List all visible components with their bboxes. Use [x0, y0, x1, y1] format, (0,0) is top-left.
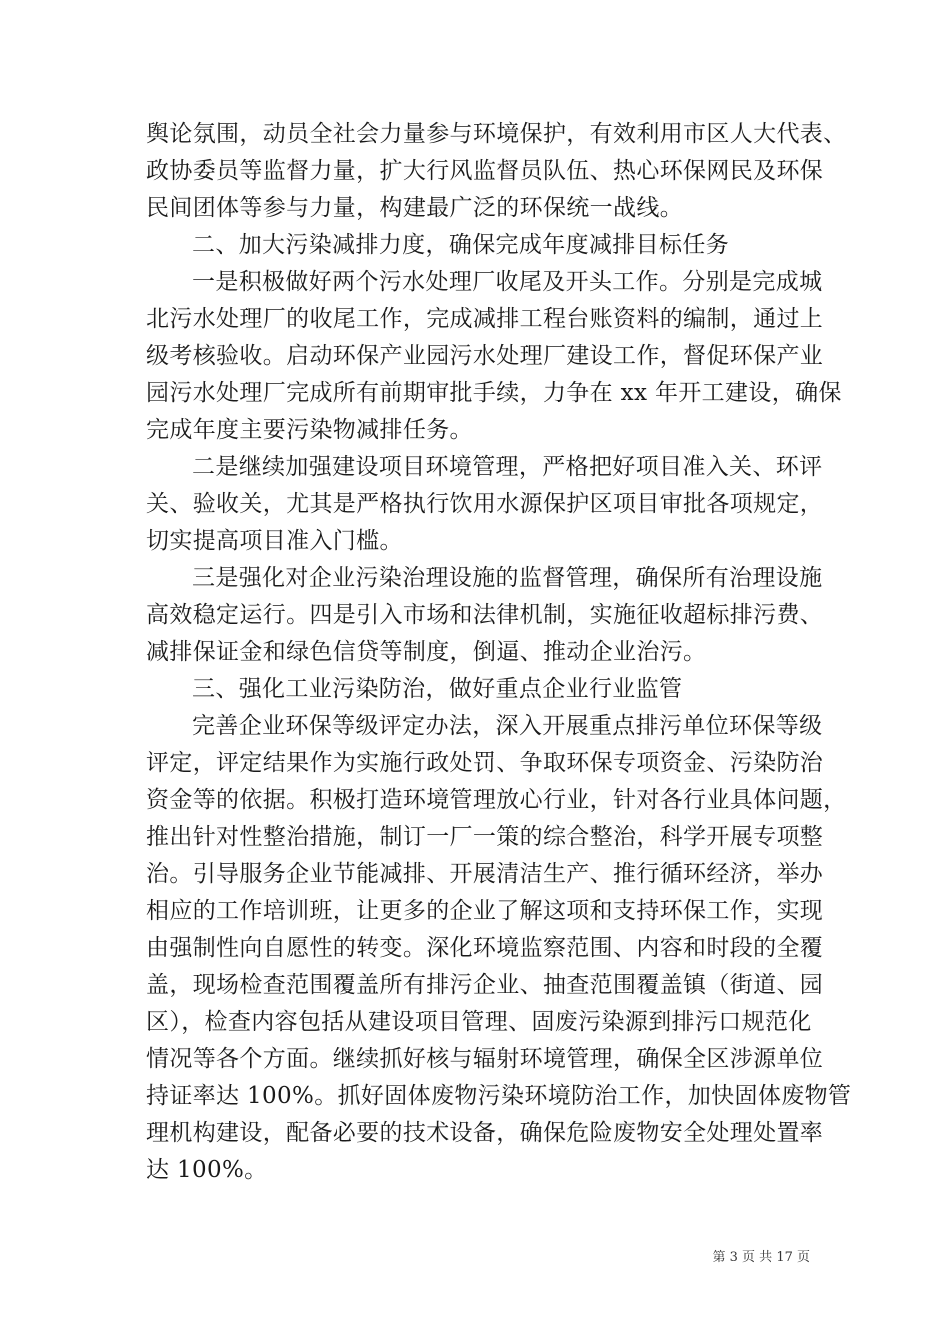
text-line: 级考核验收。启动环保产业园污水处理厂建设工作，督促环保产业 [146, 343, 824, 369]
text-line: 资金等的依据。积极打造环境管理放心行业，针对各行业具体问题， [146, 787, 847, 813]
text-line: 情况等各个方面。继续抓好核与辐射环境管理，确保全区涉源单位 [146, 1046, 824, 1072]
text-line: 由强制性向自愿性的转变。深化环境监察范围、内容和时段的全覆 [146, 935, 824, 961]
text-line: 完成年度主要污染物减排任务。 [146, 417, 473, 443]
text-line: 关、验收关，尤其是严格执行饮用水源保护区项目审批各项规定， [146, 491, 824, 517]
text-line: 达 100%。 [146, 1157, 268, 1183]
text-line: 理机构建设，配备必要的技术设备，确保危险废物安全处理处置率 [146, 1120, 824, 1146]
text-line: 完善企业环保等级评定办法，深入开展重点排污单位环保等级 [192, 713, 823, 739]
text-line: 园污水处理厂完成所有前期审批手续，力争在 xx 年开工建设，确保 [146, 380, 842, 406]
text-line: 持证率达 100%。抓好固体废物污染环境防治工作，加快固体废物管 [146, 1083, 852, 1109]
text-line: 三是强化对企业污染治理设施的监督管理，确保所有治理设施 [192, 565, 823, 591]
text-line: 政协委员等监督力量，扩大行风监督员队伍、热心环保网民及环保 [146, 158, 824, 184]
text-line: 舆论氛围，动员全社会力量参与环境保护，有效利用市区人大代表、 [146, 121, 847, 147]
text-line: 推出针对性整治措施，制订一厂一策的综合整治，科学开展专项整 [146, 824, 824, 850]
text-line: 高效稳定运行。四是引入市场和法律机制，实施征收超标排污费、 [146, 602, 824, 628]
text-line: 一是积极做好两个污水处理厂收尾及开头工作。分别是完成城 [192, 269, 823, 295]
text-line: 盖，现场检查范围覆盖所有排污企业、抽查范围覆盖镇（街道、园 [146, 972, 824, 998]
text-line: 治。引导服务企业节能减排、开展清洁生产、推行循环经济，举办 [146, 861, 824, 887]
section-heading: 三、强化工业污染防治，做好重点企业行业监管 [192, 676, 683, 702]
text-line: 二是继续加强建设项目环境管理，严格把好项目准入关、环评 [192, 454, 823, 480]
document-body [146, 116, 852, 1189]
text-line: 评定，评定结果作为实施行政处罚、争取环保专项资金、污染防治 [146, 750, 824, 776]
text-line: 区），检查内容包括从建设项目管理、固废污染源到排污口规范化 [146, 1009, 812, 1035]
page-number: 第 3 页 共 17 页 [712, 1250, 810, 1265]
section-heading: 二、加大污染减排力度，确保完成年度减排目标任务 [192, 232, 730, 258]
text-line: 相应的工作培训班，让更多的企业了解这项和支持环保工作，实现 [146, 898, 824, 924]
text-line: 北污水处理厂的收尾工作，完成减排工程台账资料的编制，通过上 [146, 306, 824, 332]
text-line: 民间团体等参与力量，构建最广泛的环保统一战线。 [146, 195, 684, 221]
text-line: 切实提高项目准入门槛。 [146, 528, 403, 554]
text-line: 减排保证金和绿色信贷等制度，倒逼、推动企业治污。 [146, 639, 707, 665]
